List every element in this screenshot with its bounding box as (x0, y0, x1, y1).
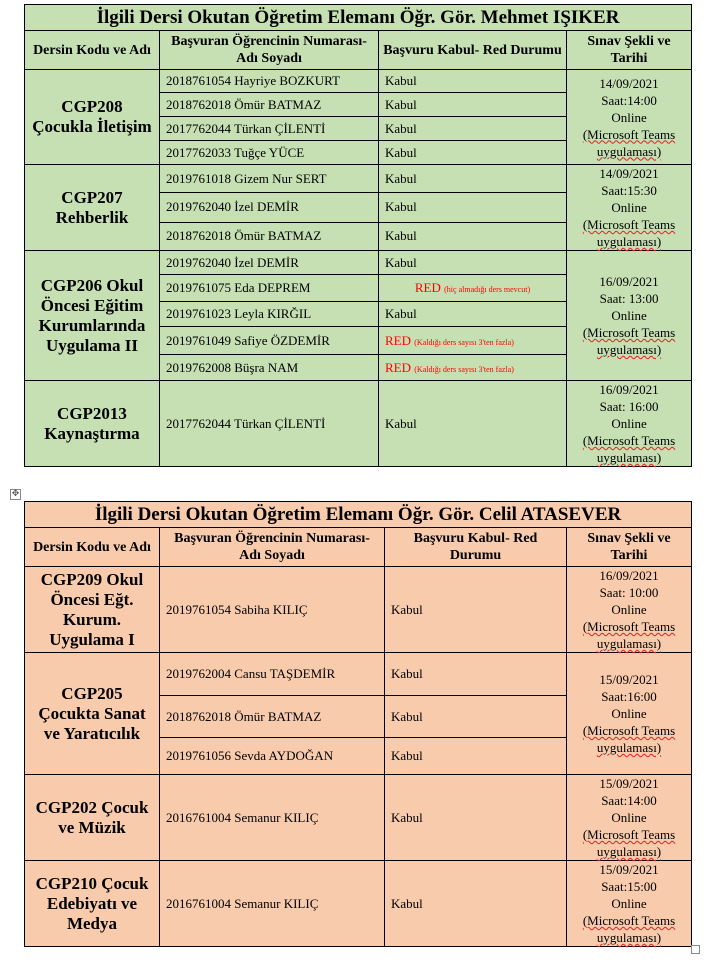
status-accept: Kabul (385, 415, 417, 431)
exam-line: Saat:15:00 (601, 879, 657, 894)
status-accept: Kabul (385, 96, 417, 112)
exam-line: uygulaması) (596, 143, 662, 159)
exam-line: (Microsoft Teams (582, 217, 676, 232)
student-cell: 2019761018 Gizem Nur SERT (160, 165, 379, 193)
status-accept: Kabul (385, 170, 417, 186)
student-cell: 2016761004 Semanur KILIÇ (160, 775, 385, 861)
instructor-table-isiker (24, 4, 692, 467)
exam-line: uygulaması) (596, 450, 662, 465)
status-cell (385, 861, 567, 947)
table-title: İlgili Dersi Okutan Öğretim Elemanı Öğr. Gör. Mehmet IŞIKER (25, 5, 692, 31)
exam-line: Online (611, 602, 647, 617)
student-cell: 2018762018 Ömür BATMAZ (160, 222, 379, 250)
exam-line: 16/09/2021 (599, 382, 659, 397)
exam-cell (567, 165, 692, 251)
table-row (25, 251, 692, 275)
status-cell (379, 141, 567, 165)
title-row (25, 502, 692, 528)
header-exam: Sınav Şekli ve Tarihi (567, 528, 692, 567)
status-cell (379, 327, 567, 355)
status-accept: Kabul (391, 708, 423, 724)
exam-line: Saat:16:00 (601, 689, 657, 704)
student-cell: 2018762018 Ömür BATMAZ (160, 696, 385, 738)
status-red: RED (385, 332, 411, 348)
table-title: İlgili Dersi Okutan Öğretim Elemanı Öğr. Gör. Celil ATASEVER (25, 502, 692, 528)
status-accept: Kabul (385, 73, 417, 88)
exam-line: (Microsoft Teams (582, 433, 676, 448)
table-row (25, 70, 692, 93)
exam-line: Saat:15:30 (601, 183, 657, 198)
header-student: Başvuran Öğrencinin Numarası-Adı Soyadı (160, 31, 379, 70)
status-cell (379, 222, 567, 250)
status-cell (379, 355, 567, 381)
table-move-handle-icon[interactable]: ✥ (11, 489, 20, 499)
status-reason: (Kaldığı ders sayısı 3'ten fazla) (414, 364, 514, 374)
exam-line: uygulaması) (596, 342, 662, 357)
header-status: Başvuru Kabul- Red Durumu (379, 31, 567, 70)
status-accept: Kabul (385, 199, 417, 215)
exam-cell (567, 567, 692, 653)
header-status: Başvuru Kabul- Red Durumu (385, 528, 567, 567)
table-row (25, 165, 692, 193)
status-red: RED (385, 359, 411, 375)
status-cell (385, 738, 567, 775)
status-accept: Kabul (385, 144, 417, 160)
student-cell: 2019762040 İzel DEMİR (160, 251, 379, 275)
title-row (25, 5, 692, 31)
exam-line: Online (611, 810, 647, 825)
exam-line: 15/09/2021 (599, 776, 659, 791)
status-cell (385, 567, 567, 653)
student-cell: 2019762040 İzel DEMİR (160, 193, 379, 222)
exam-line: Online (611, 706, 647, 721)
student-cell: 2019762008 Büşra NAM (160, 355, 379, 381)
table-row (25, 861, 692, 947)
exam-line: uygulaması) (596, 844, 662, 859)
exam-line: uygulaması) (596, 234, 662, 249)
student-cell: 2017762044 Türkan ÇİLENTİ (160, 117, 379, 141)
table-resize-handle-icon[interactable] (691, 945, 700, 954)
exam-line: Online (611, 109, 647, 125)
exam-cell (567, 251, 692, 381)
table-row (25, 775, 692, 861)
exam-line: Online (611, 416, 647, 431)
exam-line: Saat: 10:00 (599, 585, 659, 600)
status-reason: (Kaldığı ders sayısı 3'ten fazla) (414, 337, 514, 347)
course-name: CGP207 Rehberlik (25, 165, 160, 251)
status-cell (379, 193, 567, 222)
exam-cell (567, 653, 692, 775)
table-row (25, 653, 692, 696)
exam-line: Online (611, 200, 647, 215)
exam-cell (567, 775, 692, 861)
student-cell: 2018762018 Ömür BATMAZ (160, 93, 379, 117)
header-student: Başvuran Öğrencinin Numarası-Adı Soyadı (160, 528, 385, 567)
status-cell (379, 251, 567, 275)
exam-line: 14/09/2021 (599, 166, 659, 181)
student-cell: 2019761056 Sevda AYDOĞAN (160, 738, 385, 775)
status-cell (379, 275, 567, 302)
status-accept: Kabul (391, 666, 423, 681)
header-course: Dersin Kodu ve Adı (25, 528, 160, 567)
student-cell: 2018761054 Hayriye BOZKURT (160, 70, 379, 93)
status-reason: (hiç almadığı ders mevcut) (444, 285, 531, 294)
header-row (25, 528, 692, 567)
student-cell: 2017762033 Tuğçe YÜCE (160, 141, 379, 165)
student-cell: 2019762004 Cansu TAŞDEMİR (160, 653, 385, 696)
student-cell: 2017762044 Türkan ÇİLENTİ (160, 381, 379, 467)
status-cell (385, 775, 567, 861)
exam-line: 15/09/2021 (599, 672, 659, 687)
student-cell: 2019761023 Leyla KIRĞIL (160, 302, 379, 327)
status-cell (379, 93, 567, 117)
exam-line: Saat: 13:00 (599, 291, 659, 306)
exam-line: Online (611, 896, 647, 911)
exam-line: (Microsoft Teams (582, 913, 676, 928)
exam-line: 14/09/2021 (599, 75, 659, 91)
exam-line: (Microsoft Teams (582, 619, 676, 634)
course-name: CGP206 Okul Öncesi Eğitim Kurumlarında Uygulama II (25, 251, 160, 381)
student-cell: 2019761075 Eda DEPREM (160, 275, 379, 302)
status-cell (379, 117, 567, 141)
header-exam: Sınav Şekli ve Tarihi (567, 31, 692, 70)
exam-line: Saat: 16:00 (599, 399, 659, 414)
exam-line: (Microsoft Teams (582, 325, 676, 340)
status-cell (379, 165, 567, 193)
exam-line: Saat:14:00 (601, 793, 657, 808)
status-cell (385, 696, 567, 738)
status-red: RED (414, 280, 441, 295)
exam-line: (Microsoft Teams (582, 723, 676, 738)
course-name: CGP2013 Kaynaştırma (25, 381, 160, 467)
status-accept: Kabul (385, 306, 417, 321)
course-name: CGP202 Çocuk ve Müzik (25, 775, 160, 861)
exam-cell (567, 381, 692, 467)
table-row (25, 381, 692, 467)
student-cell: 2019761049 Safiye ÖZDEMİR (160, 327, 379, 355)
status-cell (379, 381, 567, 467)
exam-line: uygulaması) (596, 930, 662, 945)
table-row (25, 567, 692, 653)
course-name: CGP208 Çocukla İletişim (25, 70, 160, 165)
status-cell (385, 653, 567, 696)
course-name: CGP205 Çocukta Sanat ve Yaratıcılık (25, 653, 160, 775)
student-cell: 2016761004 Semanur KILIÇ (160, 861, 385, 947)
status-accept: Kabul (385, 254, 417, 270)
exam-line: 16/09/2021 (599, 568, 659, 583)
instructor-table-atasever (24, 501, 692, 947)
exam-cell (567, 861, 692, 947)
header-row (25, 31, 692, 70)
exam-line: uygulaması) (596, 636, 662, 651)
exam-cell (567, 70, 692, 165)
course-name: CGP209 Okul Öncesi Eğt. Kurum. Uygulama I (25, 567, 160, 653)
status-accept: Kabul (391, 895, 423, 911)
status-accept: Kabul (391, 601, 423, 617)
status-accept: Kabul (391, 809, 423, 825)
header-course: Dersin Kodu ve Adı (25, 31, 160, 70)
exam-line: (Microsoft Teams (582, 126, 676, 142)
status-accept: Kabul (385, 228, 417, 244)
status-accept: Kabul (385, 120, 417, 136)
status-accept: Kabul (391, 748, 423, 763)
exam-line: (Microsoft Teams (582, 827, 676, 842)
exam-line: Saat:14:00 (601, 92, 657, 108)
exam-line: Online (611, 308, 647, 323)
exam-line: uygulaması) (596, 740, 662, 755)
student-cell: 2019761054 Sabiha KILIÇ (160, 567, 385, 653)
status-cell (379, 302, 567, 327)
status-cell (379, 70, 567, 93)
course-name: CGP210 Çocuk Edebiyatı ve Medya (25, 861, 160, 947)
exam-line: 16/09/2021 (599, 274, 659, 289)
exam-line: 15/09/2021 (599, 862, 659, 877)
